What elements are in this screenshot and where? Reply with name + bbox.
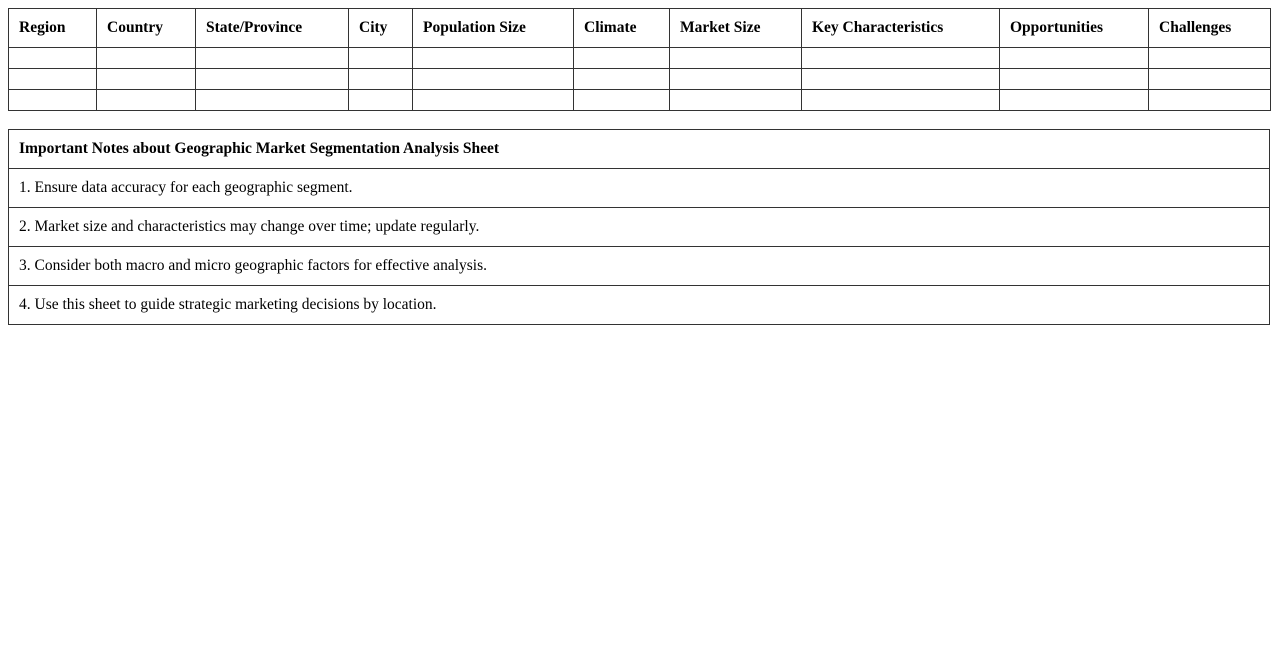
table-cell[interactable] (802, 48, 1000, 69)
header-row (9, 9, 1271, 48)
table-cell[interactable] (1149, 48, 1271, 69)
table-cell[interactable] (670, 48, 802, 69)
table-cell[interactable] (196, 90, 349, 111)
table-cell[interactable] (1149, 69, 1271, 90)
table-cell[interactable] (670, 69, 802, 90)
table-row (9, 69, 1271, 90)
table-row (9, 90, 1271, 111)
table-cell[interactable] (1149, 90, 1271, 111)
header-region: Region (9, 9, 97, 48)
table-cell[interactable] (9, 48, 97, 69)
note-row (9, 247, 1270, 286)
table-cell[interactable] (670, 90, 802, 111)
table-cell[interactable] (9, 69, 97, 90)
note-item: 2. Market size and characteristics may change over time; update regularly. (9, 208, 1270, 247)
table-cell[interactable] (97, 48, 196, 69)
table-cell[interactable] (196, 69, 349, 90)
table-cell[interactable] (802, 90, 1000, 111)
header-state-province: State/Province (196, 9, 349, 48)
table-cell[interactable] (349, 90, 413, 111)
header-climate: Climate (574, 9, 670, 48)
table-cell[interactable] (97, 90, 196, 111)
notes-table (8, 129, 1270, 325)
header-population-size: Population Size (413, 9, 574, 48)
table-cell[interactable] (413, 69, 574, 90)
header-market-size: Market Size (670, 9, 802, 48)
table-row (9, 48, 1271, 69)
table-cell[interactable] (1000, 48, 1149, 69)
table-cell[interactable] (9, 90, 97, 111)
table-cell[interactable] (1000, 90, 1149, 111)
table-cell[interactable] (1000, 69, 1149, 90)
table-cell[interactable] (196, 48, 349, 69)
header-challenges: Challenges (1149, 9, 1271, 48)
header-country: Country (97, 9, 196, 48)
note-item: 4. Use this sheet to guide strategic marketing decisions by location. (9, 286, 1270, 325)
table-cell[interactable] (574, 69, 670, 90)
notes-title: Important Notes about Geographic Market Segmentation Analysis Sheet (9, 130, 1270, 169)
table-cell[interactable] (574, 48, 670, 69)
note-row (9, 169, 1270, 208)
note-item: 1. Ensure data accuracy for each geographic segment. (9, 169, 1270, 208)
segmentation-table (8, 8, 1271, 111)
table-cell[interactable] (413, 90, 574, 111)
notes-title-row (9, 130, 1270, 169)
header-opportunities: Opportunities (1000, 9, 1149, 48)
table-cell[interactable] (802, 69, 1000, 90)
table-cell[interactable] (413, 48, 574, 69)
note-row (9, 286, 1270, 325)
table-cell[interactable] (97, 69, 196, 90)
table-cell[interactable] (574, 90, 670, 111)
header-city: City (349, 9, 413, 48)
header-key-characteristics: Key Characteristics (802, 9, 1000, 48)
note-item: 3. Consider both macro and micro geographic factors for effective analysis. (9, 247, 1270, 286)
table-cell[interactable] (349, 48, 413, 69)
table-cell[interactable] (349, 69, 413, 90)
note-row (9, 208, 1270, 247)
